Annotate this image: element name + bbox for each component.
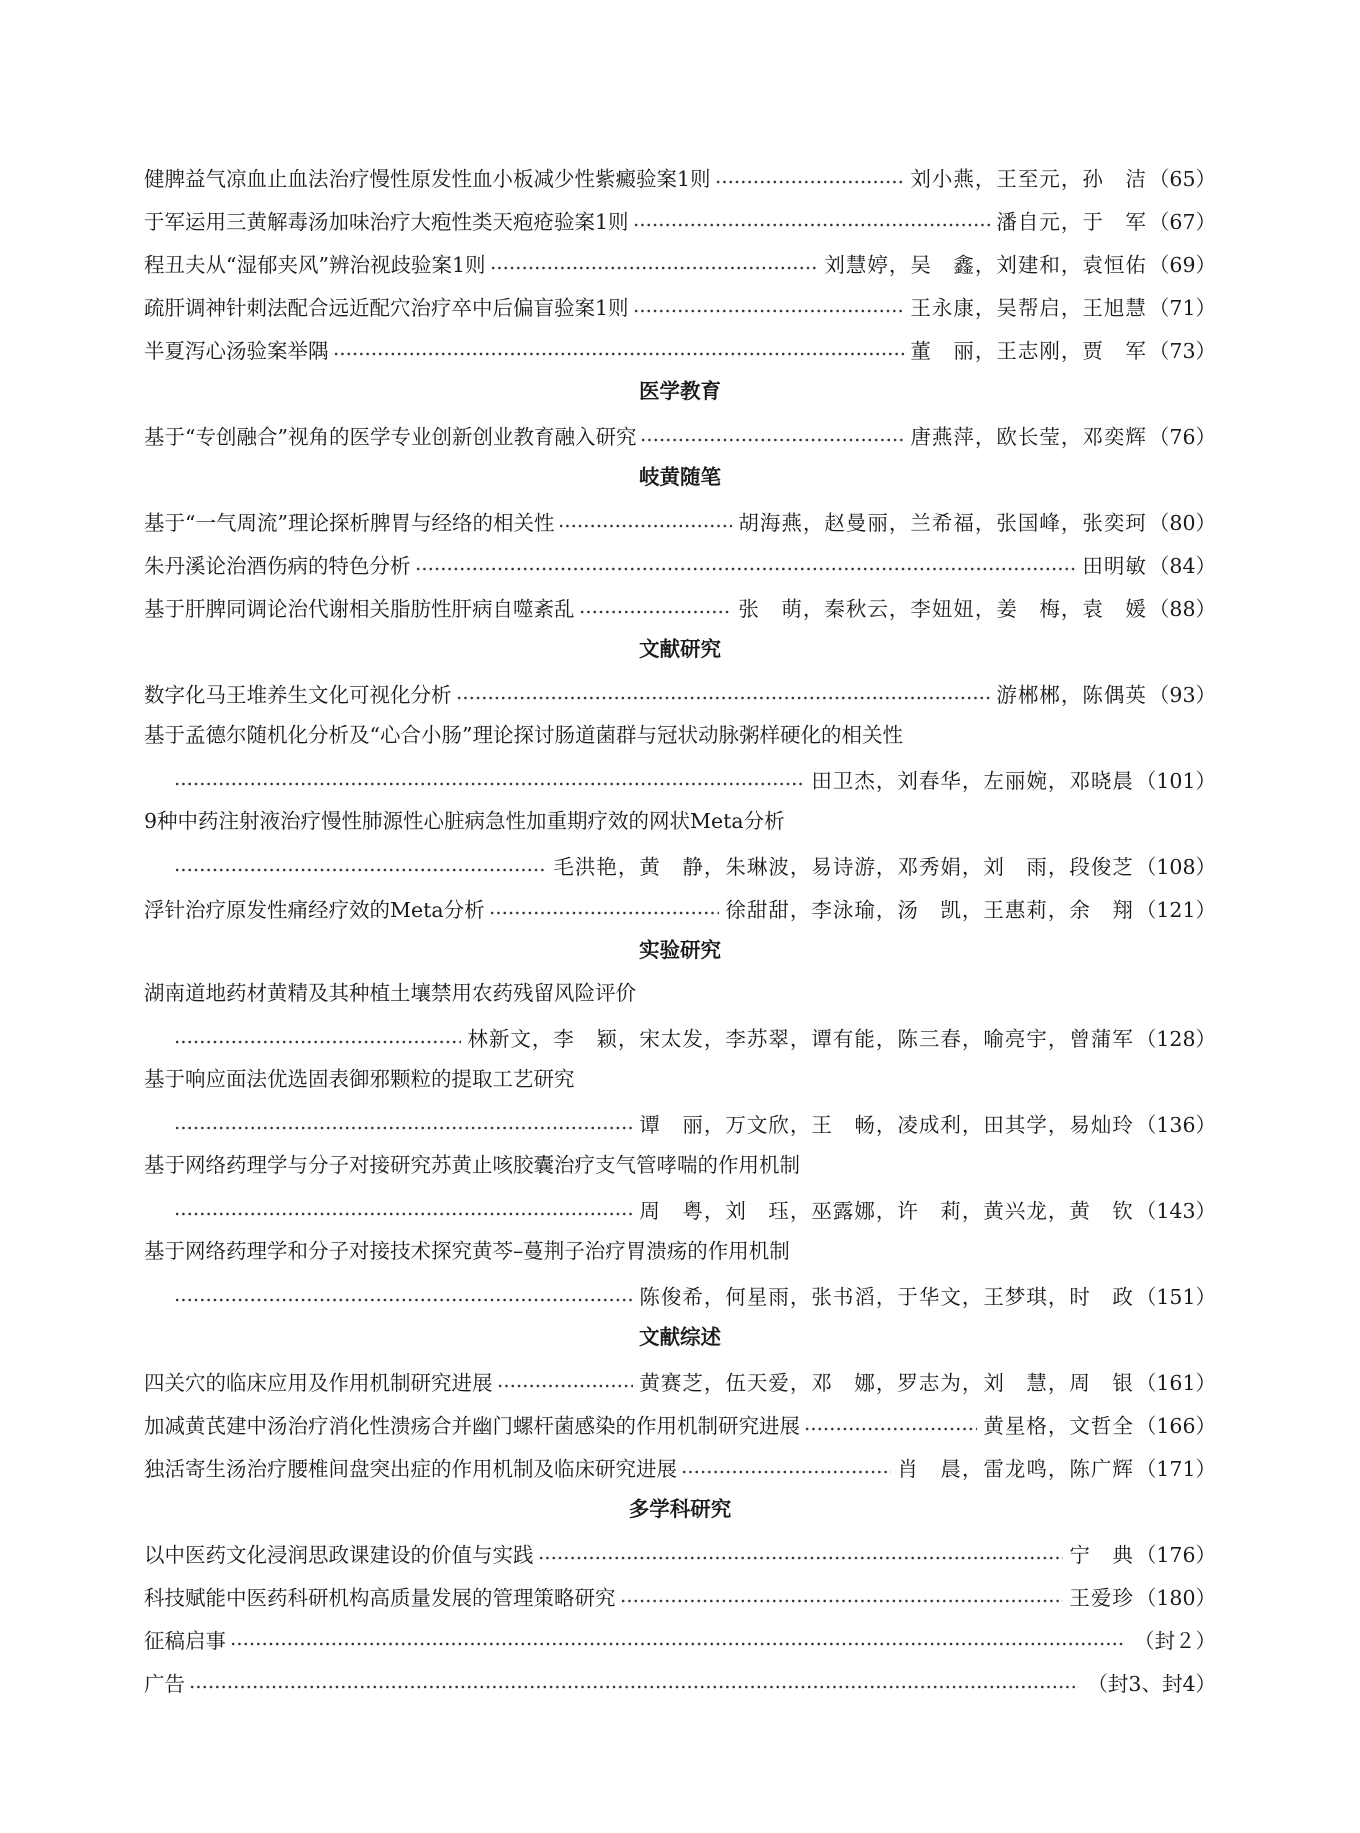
- entry-title: 广告: [144, 1671, 185, 1696]
- entry-authors: 黄赛芝，伍天爱，邓 娜，罗志为，刘 慧，周 银: [639, 1370, 1134, 1395]
- toc-entry-continuation[interactable]: [144, 748, 1216, 791]
- entry-title: 程丑夫从“湿郁夹风”辨治视歧验案1则: [144, 252, 486, 277]
- dot-leader: [189, 1684, 1079, 1690]
- entry-authors: 王爱珍: [1069, 1585, 1134, 1610]
- entry-title: 疏肝调神针刺法配合远近配穴治疗卒中后偏盲验案1则: [144, 295, 629, 320]
- entry-authors: 宁 典: [1069, 1542, 1134, 1567]
- toc-entry[interactable]: [144, 318, 1216, 361]
- section-heading: 岐黄随笔: [639, 465, 721, 489]
- section-heading: 医学教育: [639, 379, 721, 403]
- dot-leader: [174, 1125, 633, 1131]
- dot-leader: [456, 695, 991, 701]
- dot-leader: [538, 1555, 1064, 1561]
- toc-entry-title-line[interactable]: [144, 963, 1216, 1006]
- entry-page: （161）: [1135, 1370, 1216, 1395]
- dot-leader: [558, 523, 732, 529]
- toc-entry[interactable]: [144, 146, 1216, 189]
- dot-leader: [633, 222, 991, 228]
- entry-page: （166）: [1135, 1413, 1216, 1438]
- entry-title: 基于“专创融合”视角的医学专业创新创业教育融入研究: [144, 424, 637, 449]
- dot-leader: [230, 1641, 1126, 1647]
- toc-entry-title-line[interactable]: [144, 1135, 1216, 1178]
- entry-title: 浮针治疗原发性痛经疗效的Meta分析: [144, 897, 485, 922]
- toc-entry[interactable]: [144, 404, 1216, 447]
- dot-leader: [174, 1297, 633, 1303]
- dot-leader: [579, 609, 733, 615]
- toc-entry-title-line[interactable]: [144, 791, 1216, 834]
- entry-title: 于军运用三黄解毒汤加味治疗大疱性类天疱疮验案1则: [144, 209, 629, 234]
- section-heading: 文献综述: [639, 1325, 721, 1349]
- entry-page: （171）: [1135, 1456, 1216, 1481]
- entry-title: 四关穴的临床应用及作用机制研究进展: [144, 1370, 493, 1395]
- entry-page: （93）: [1148, 682, 1216, 707]
- entry-page: （176）: [1135, 1542, 1216, 1567]
- entry-page: （101）: [1135, 768, 1216, 793]
- entry-authors: 董 丽，王志刚，贾 军: [910, 338, 1147, 363]
- entry-authors: 陈俊希，何星雨，张书滔，于华文，王梦琪，时 政: [639, 1284, 1134, 1309]
- entry-authors: 刘小燕，王至元，孙 洁: [910, 166, 1147, 191]
- dot-leader: [174, 781, 805, 787]
- entry-authors: 林新文，李 颖，宋太发，李苏翠，谭有能，陈三春，喻亮宇，曾蒲军: [467, 1026, 1134, 1051]
- dot-leader: [497, 1383, 634, 1389]
- entry-authors: 田卫杰，刘春华，左丽婉，邓晓晨: [811, 768, 1134, 793]
- dot-leader: [681, 1469, 891, 1475]
- dot-leader: [174, 1211, 633, 1217]
- dot-leader: [174, 1039, 461, 1045]
- toc-entry-continuation[interactable]: [144, 1092, 1216, 1135]
- toc-entry[interactable]: [144, 877, 1216, 920]
- entry-authors: 田明敏: [1082, 553, 1147, 578]
- entry-page: （151）: [1135, 1284, 1216, 1309]
- toc-entry[interactable]: [144, 1436, 1216, 1479]
- entry-authors: 潘自元，于 军: [996, 209, 1147, 234]
- entry-title: 基于肝脾同调论治代谢相关脂肪性肝病自噬紊乱: [144, 596, 575, 621]
- entry-authors: 刘慧婷，吴 鑫，刘建和，袁恒佑: [824, 252, 1147, 277]
- entry-authors: 肖 晨，雷龙鸣，陈广辉: [897, 1456, 1134, 1481]
- toc-entry[interactable]: [144, 1393, 1216, 1436]
- entry-page: （136）: [1135, 1112, 1216, 1137]
- entry-page: （128）: [1135, 1026, 1216, 1051]
- entry-title: 独活寄生汤治疗腰椎间盘突出症的作用机制及临床研究进展: [144, 1456, 677, 1481]
- toc-entry[interactable]: [144, 189, 1216, 232]
- entry-title: 基于网络药理学和分子对接技术探究黄芩–蔓荆子治疗胃溃疡的作用机制: [144, 1239, 790, 1263]
- toc-entry[interactable]: [144, 1608, 1216, 1651]
- dot-leader: [620, 1598, 1064, 1604]
- toc-entry-continuation[interactable]: [144, 1178, 1216, 1221]
- dot-leader: [333, 351, 905, 357]
- toc-entry-title-line[interactable]: [144, 705, 1216, 748]
- toc-entry[interactable]: [144, 1565, 1216, 1608]
- entry-title: 征稿启事: [144, 1628, 226, 1653]
- entry-page: （143）: [1135, 1198, 1216, 1223]
- entry-authors: 谭 丽，万文欣，王 畅，凌成利，田其学，易灿玲: [639, 1112, 1134, 1137]
- dot-leader: [640, 437, 904, 443]
- entry-title: 半夏泻心汤验案举隅: [144, 338, 329, 363]
- toc-entry[interactable]: [144, 275, 1216, 318]
- toc-entry-continuation[interactable]: [144, 1264, 1216, 1307]
- dot-leader: [489, 910, 720, 916]
- toc-entry[interactable]: [144, 576, 1216, 619]
- entry-title: 朱丹溪论治酒伤病的特色分析: [144, 553, 411, 578]
- dot-leader: [490, 265, 819, 271]
- dot-leader: [804, 1426, 977, 1432]
- entry-title: 基于响应面法优选固表御邪颗粒的提取工艺研究: [144, 1067, 575, 1091]
- section-heading: 实验研究: [639, 938, 721, 962]
- dot-leader: [633, 308, 905, 314]
- toc-entry[interactable]: [144, 490, 1216, 533]
- entry-title: 湖南道地药材黄精及其种植土壤禁用农药残留风险评价: [144, 981, 636, 1005]
- toc-entry-title-line[interactable]: [144, 1049, 1216, 1092]
- entry-title: 加减黄芪建中汤治疗消化性溃疡合并幽门螺杆菌感染的作用机制研究进展: [144, 1413, 800, 1438]
- entry-title: 基于网络药理学与分子对接研究苏黄止咳胶囊治疗支气管哮喘的作用机制: [144, 1153, 800, 1177]
- entry-authors: 毛洪艳，黄 静，朱琳波，易诗游，邓秀娟，刘 雨，段俊芝: [553, 854, 1134, 879]
- toc-entry[interactable]: [144, 1350, 1216, 1393]
- dot-leader: [174, 867, 547, 873]
- toc-entry[interactable]: [144, 232, 1216, 275]
- table-of-contents: [144, 146, 1216, 1694]
- entry-title: 科技赋能中医药科研机构高质量发展的管理策略研究: [144, 1585, 616, 1610]
- entry-page: （65）: [1148, 166, 1216, 191]
- entry-title: 以中医药文化浸润思政课建设的价值与实践: [144, 1542, 534, 1567]
- toc-entry-continuation[interactable]: [144, 834, 1216, 877]
- entry-title: 基于孟德尔随机化分析及“心合小肠”理论探讨肠道菌群与冠状动脉粥样硬化的相关性: [144, 723, 903, 747]
- toc-entry[interactable]: [144, 1651, 1216, 1694]
- entry-title: 数字化马王堆养生文化可视化分析: [144, 682, 452, 707]
- section-heading: 文献研究: [639, 637, 721, 661]
- toc-entry[interactable]: [144, 533, 1216, 576]
- dot-leader: [715, 179, 905, 185]
- entry-authors: 徐甜甜，李泳瑜，汤 凯，王惠莉，余 翔: [725, 897, 1134, 922]
- entry-authors: 胡海燕，赵曼丽，兰希福，张国峰，张奕珂: [738, 510, 1147, 535]
- toc-entry-continuation[interactable]: [144, 1006, 1216, 1049]
- entry-authors: 张 萌，秦秋云，李妞妞，姜 梅，袁 媛: [738, 596, 1147, 621]
- entry-page: （180）: [1135, 1585, 1216, 1610]
- entry-page: （73）: [1148, 338, 1216, 363]
- entry-authors: 王永康，吴帮启，王旭慧: [910, 295, 1147, 320]
- entry-page: （67）: [1148, 209, 1216, 234]
- entry-page: （88）: [1148, 596, 1216, 621]
- entry-page: （封２）: [1134, 1628, 1216, 1653]
- entry-page: （108）: [1135, 854, 1216, 879]
- entry-title: 基于“一气周流”理论探析脾胃与经络的相关性: [144, 510, 555, 535]
- entry-authors: 唐燕萍，欧长莹，邓奕辉: [910, 424, 1147, 449]
- dot-leader: [415, 566, 1077, 572]
- entry-page: （71）: [1148, 295, 1216, 320]
- toc-entry[interactable]: [144, 1522, 1216, 1565]
- entry-authors: 游郴郴，陈偶英: [996, 682, 1147, 707]
- entry-authors: 周 粤，刘 珏，巫露娜，许 莉，黄兴龙，黄 钦: [639, 1198, 1134, 1223]
- entry-page: （121）: [1135, 897, 1216, 922]
- entry-title: 健脾益气凉血止血法治疗慢性原发性血小板减少性紫癜验案1则: [144, 166, 711, 191]
- entry-title: 9种中药注射液治疗慢性肺源性心脏病急性加重期疗效的网状Meta分析: [144, 809, 785, 833]
- entry-page: （76）: [1148, 424, 1216, 449]
- toc-entry-title-line[interactable]: [144, 1221, 1216, 1264]
- entry-page: （80）: [1148, 510, 1216, 535]
- entry-authors: 黄星格，文哲全: [983, 1413, 1134, 1438]
- toc-entry[interactable]: [144, 662, 1216, 705]
- entry-page: （69）: [1148, 252, 1216, 277]
- entry-page: （84）: [1148, 553, 1216, 578]
- section-heading: 多学科研究: [628, 1497, 732, 1521]
- entry-page: （封3、封4）: [1087, 1671, 1216, 1696]
